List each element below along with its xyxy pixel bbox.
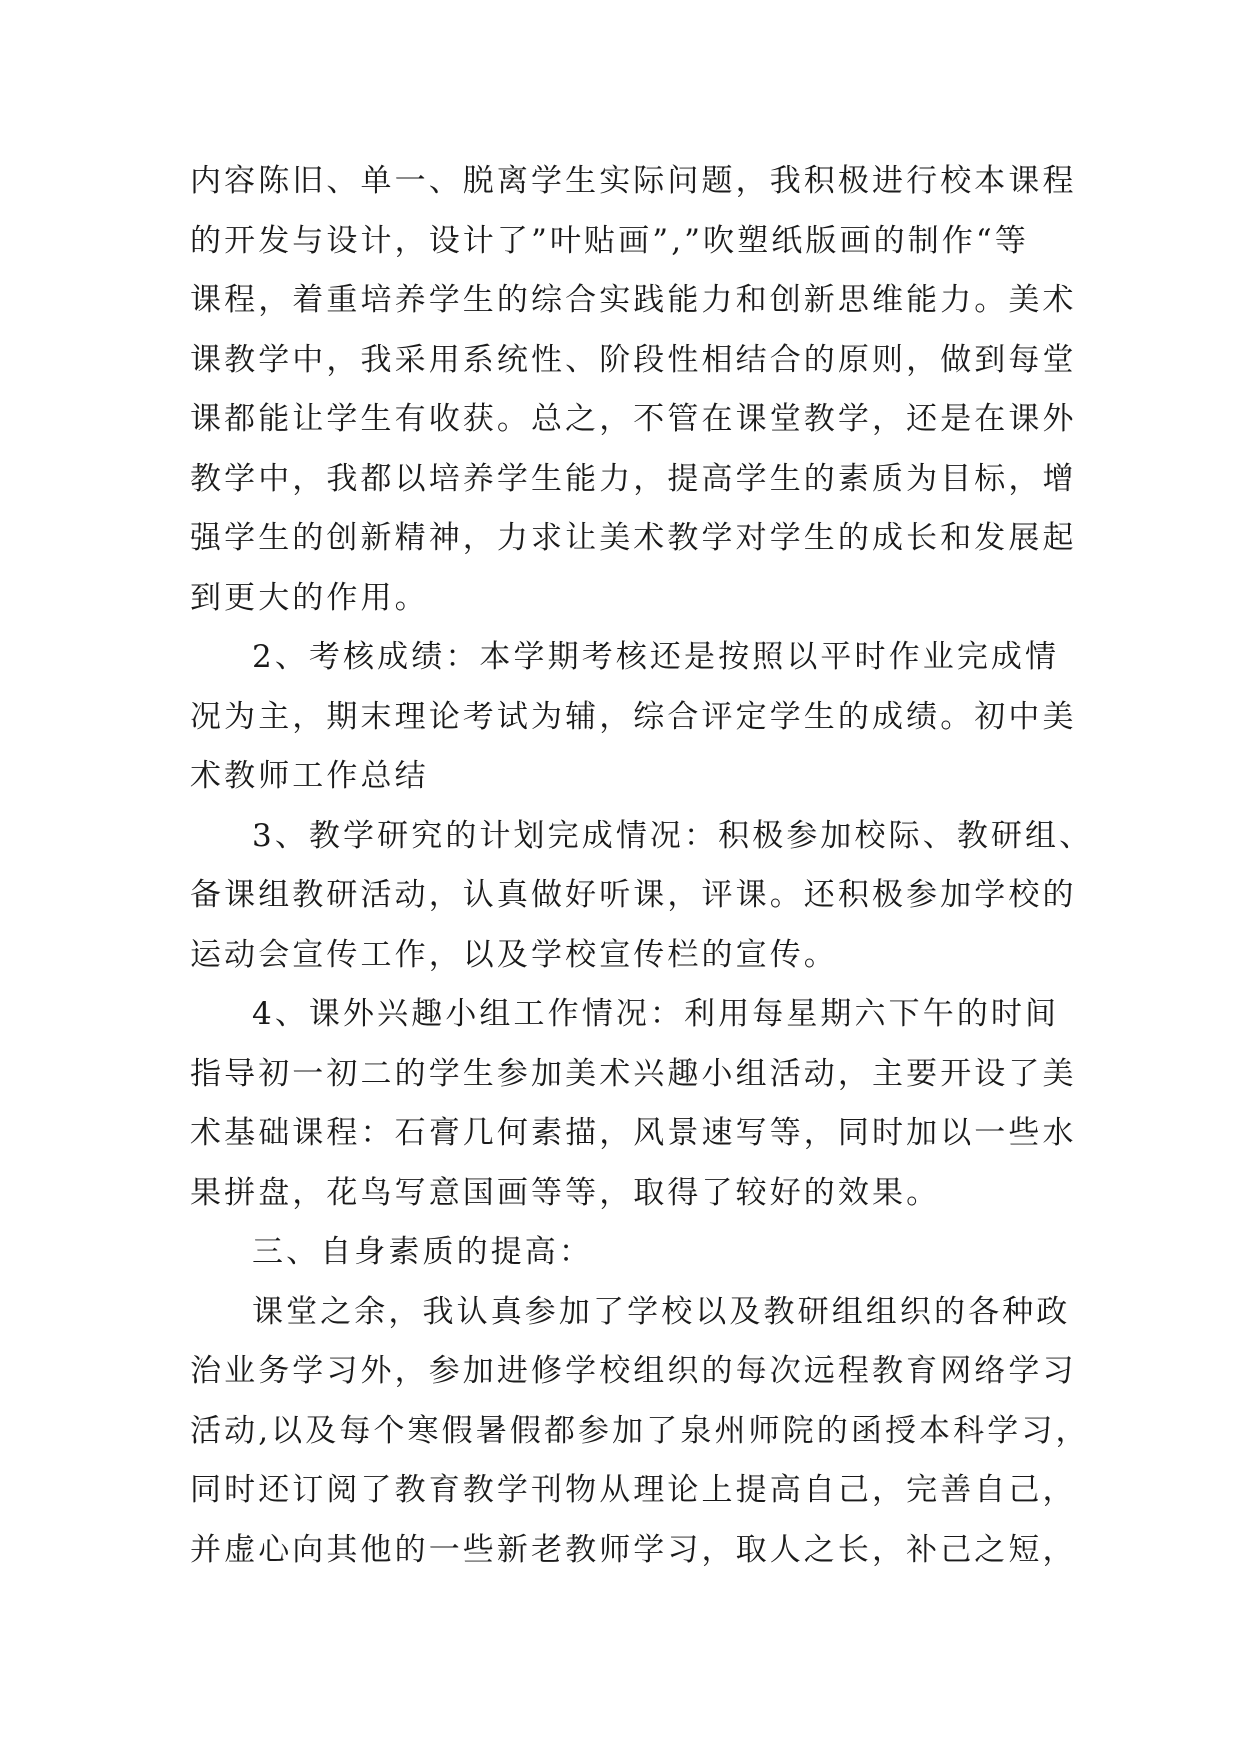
document-body — [190, 152, 1094, 1580]
text-line: 运动会宣传工作，以及学校宣传栏的宣传。 — [190, 936, 838, 973]
text-line: 强学生的创新精神，力求让美术教学对学生的成长和发展起 — [190, 520, 1077, 556]
text-line: 果拼盘，花鸟写意国画等等，取得了较好的效果。 — [190, 1174, 941, 1211]
text-line: 术教师工作总结 — [190, 758, 429, 794]
text-line: 术基础课程：石膏几何素描，风景速写等，同时加以一些水 — [190, 1115, 1077, 1151]
text-line: 教学中，我都以培养学生能力，提高学生的素质为目标，增 — [190, 460, 1077, 497]
text-line: 内容陈旧、单一、脱离学生实际问题，我积极进行校本课程 — [190, 163, 1077, 199]
paragraph-start-line: 3、教学研究的计划完成情况：积极参加校际、教研组、 — [252, 817, 1094, 854]
text-line: 备课组教研活动，认真做好听课，评课。还积极参加学校的 — [190, 877, 1077, 913]
text-line: 的开发与设计，设计了”叶贴画”,”吹塑纸版画的制作“等 — [190, 222, 1029, 259]
paragraph-start-line: 4、课外兴趣小组工作情况：利用每星期六下午的时间 — [252, 996, 1060, 1032]
section-heading: 三、自身素质的提高： — [252, 1234, 593, 1270]
paragraph-start-line: 课堂之余，我认真参加了学校以及教研组组织的各种政 — [252, 1293, 1071, 1330]
text-line: 并虚心向其他的一些新老教师学习，取人之长，补己之短， — [190, 1531, 1077, 1568]
paragraph-start-line: 2、考核成绩：本学期考核还是按照以平时作业完成情 — [252, 639, 1060, 675]
text-line: 活动,以及每个寒假暑假都参加了泉州师院的函授本科学习， — [190, 1412, 1090, 1449]
text-line: 同时还订阅了教育教学刊物从理论上提高自己，完善自己， — [190, 1472, 1077, 1508]
text-line: 指导初一初二的学生参加美术兴趣小组活动，主要开设了美 — [190, 1055, 1077, 1092]
text-line: 到更大的作用。 — [190, 579, 429, 616]
text-line: 况为主，期末理论考试为辅，综合评定学生的成绩。初中美 — [190, 698, 1077, 735]
text-line: 课教学中，我采用系统性、阶段性相结合的原则，做到每堂 — [190, 341, 1077, 378]
text-line: 治业务学习外，参加进修学校组织的每次远程教育网络学习 — [190, 1353, 1077, 1389]
text-line: 课都能让学生有收获。总之，不管在课堂教学，还是在课外 — [190, 401, 1077, 437]
text-line: 课程，着重培养学生的综合实践能力和创新思维能力。美术 — [190, 282, 1077, 318]
